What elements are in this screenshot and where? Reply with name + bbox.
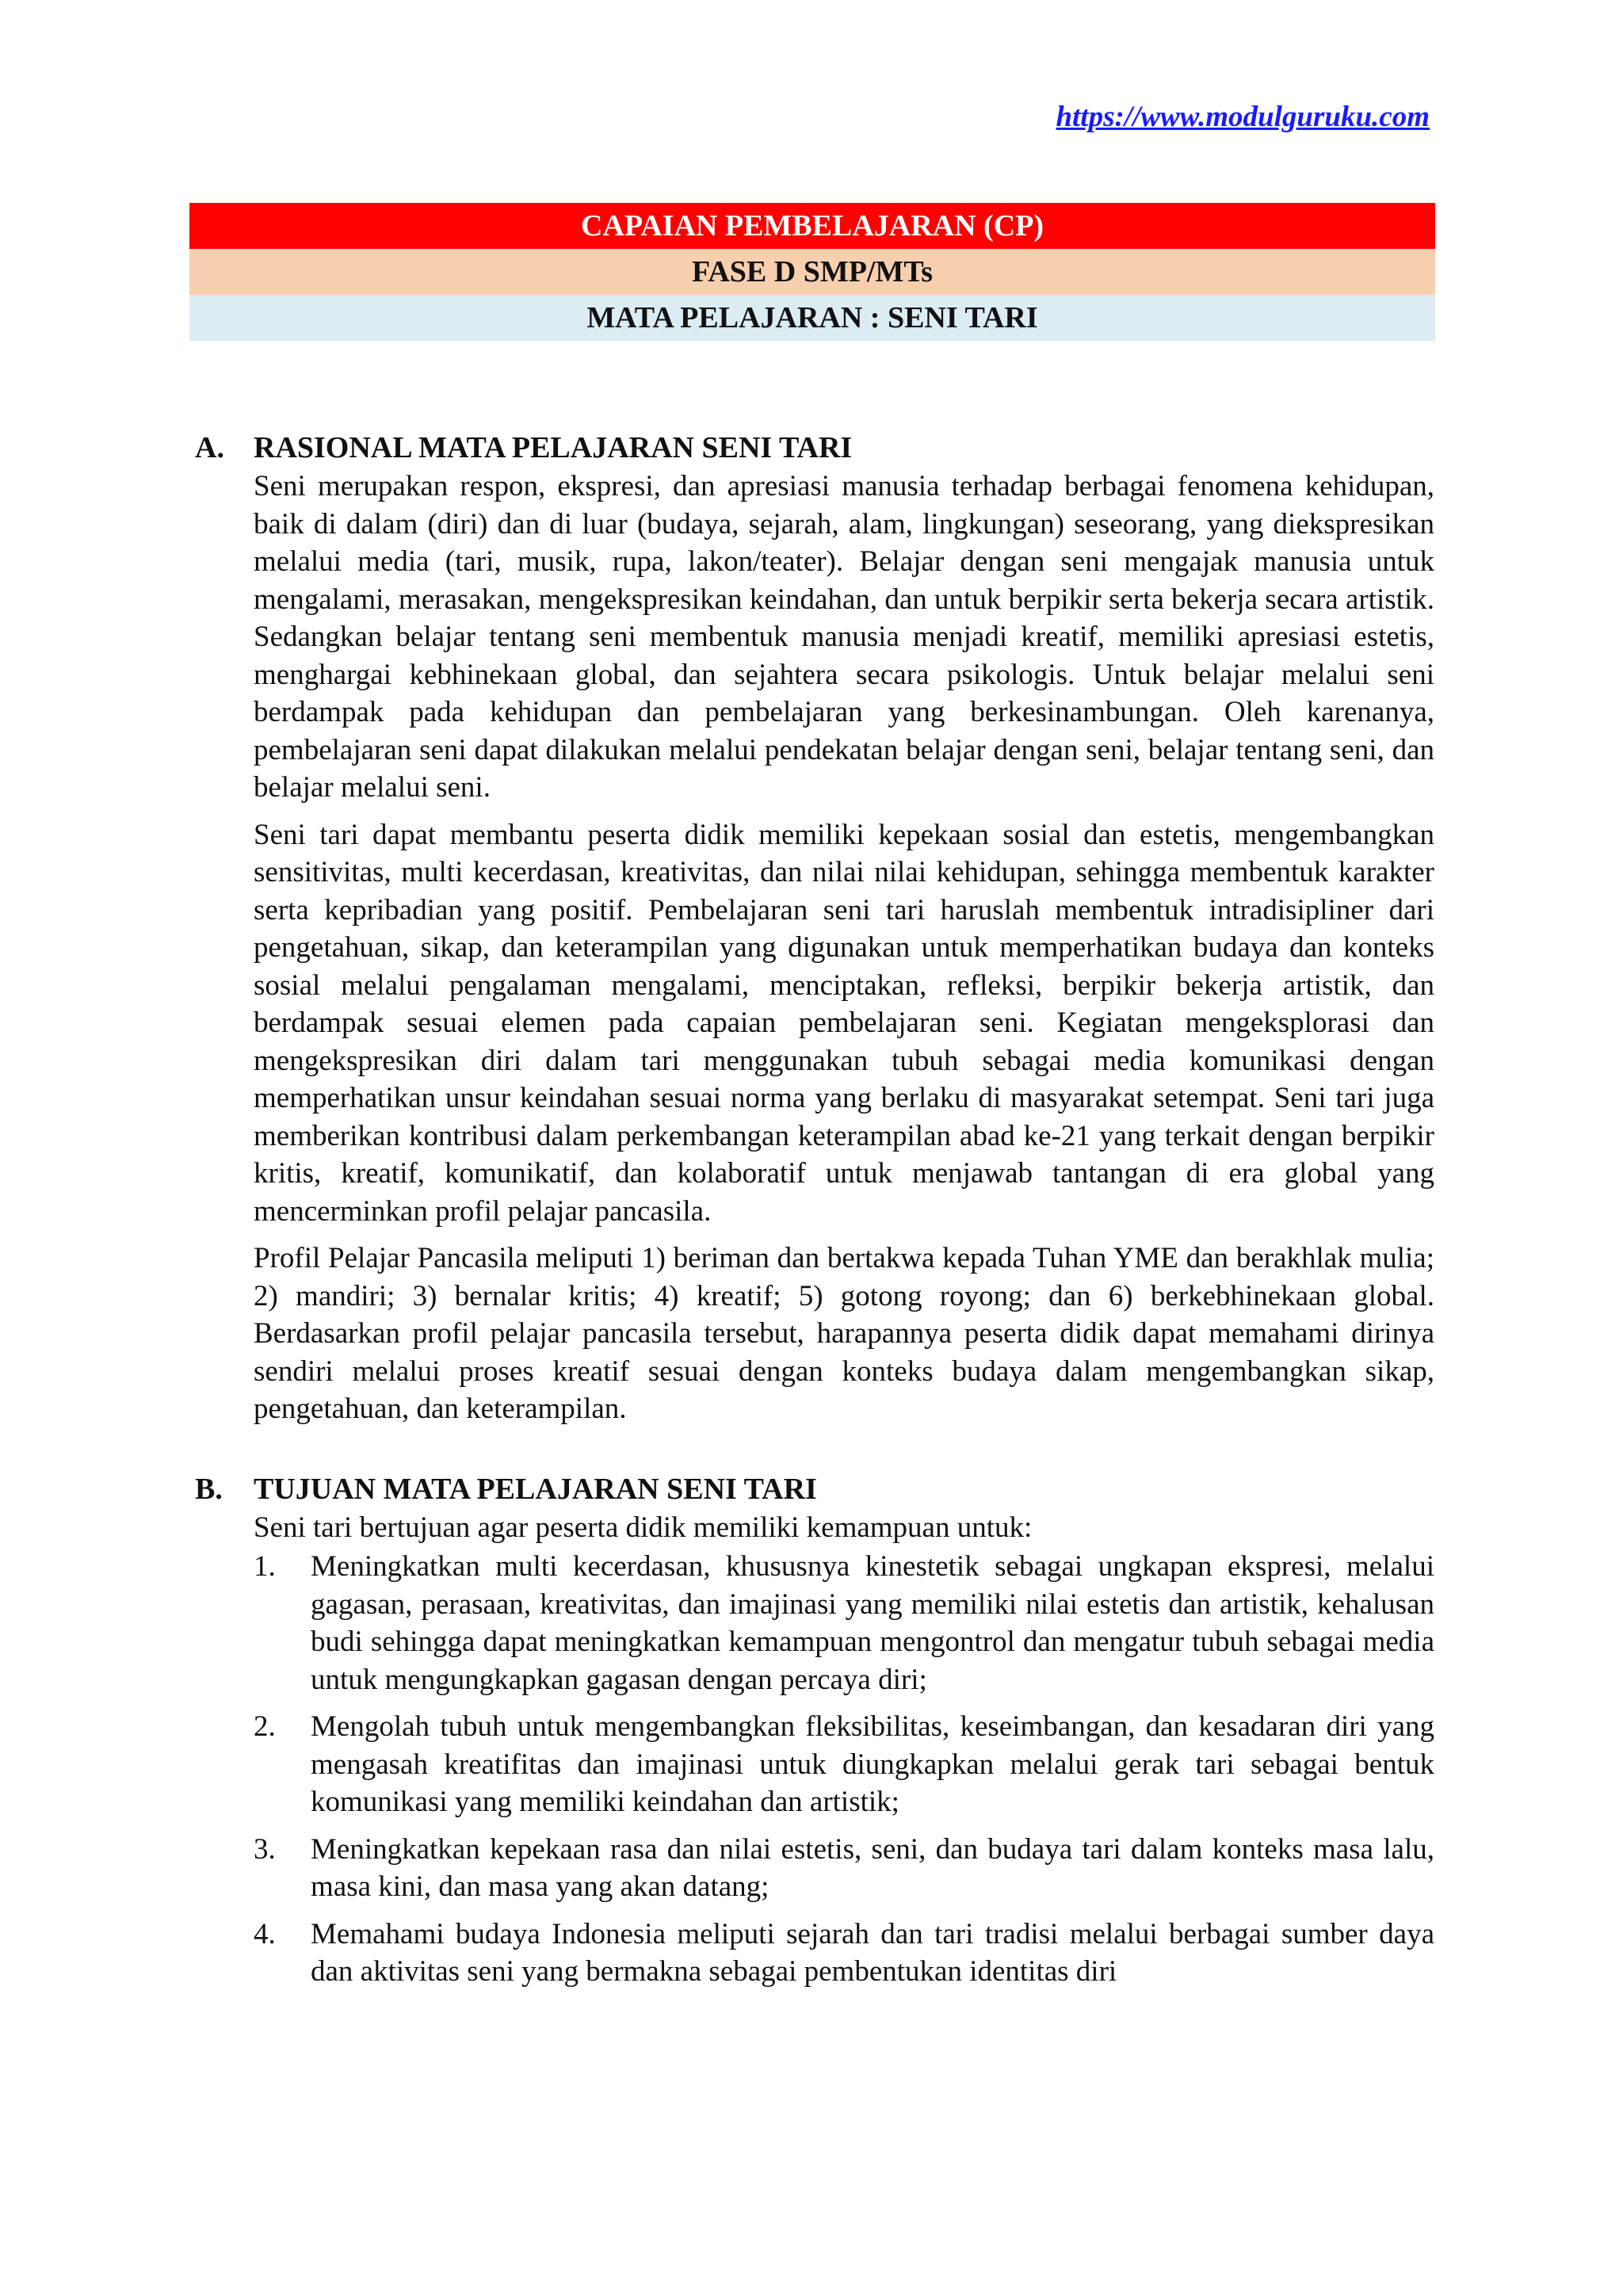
list-item-number: 2. <box>254 1710 276 1743</box>
document-body <box>195 428 1434 2000</box>
website-link[interactable]: https://www.modulguruku.com <box>1056 101 1430 133</box>
section-a-title: RASIONAL MATA PELAJARAN SENI TARI <box>254 431 853 464</box>
section-a-paragraph: Seni tari dapat membantu peserta didik memiliki kepekaan sosial dan estetis, mengembangkan sensitivitas, multi kecerdasan, kreativitas, dan nilai nilai kehidupan, sehingga membentuk karakter serta kepribadian yang positif. Pembelajaran seni tari haruslah membentuk intradisipliner dari pengetahuan, sikap, dan keterampilan yang digunakan untuk memperhatikan budaya dan konteks sosial melalui pengalaman mengalami, menciptakan, refleksi, berpikir bekerja artistik, dan berdampak sesuai elemen pada capaian pembelajaran seni. Kegiatan mengeksplorasi dan mengekspresikan diri dalam tari menggunakan tubuh sebagai media komunikasi dengan memperhatikan unsur keindahan sesuai norma yang berlaku di masyarakat setempat. Seni tari juga memberikan kontribusi dalam perkembangan keterampilan abad ke-21 yang terkait dengan berpikir kritis, kreatif, komunikatif, dan kolaboratif untuk menjawab tantangan di era global yang mencerminkan profil pelajar pancasila. <box>254 818 1434 1228</box>
list-item-number: 4. <box>254 1917 276 1950</box>
title-banner <box>189 203 1435 341</box>
section-b-title: TUJUAN MATA PELAJARAN SENI TARI <box>254 1472 817 1506</box>
banner-title-cp: CAPAIAN PEMBELAJARAN (CP) <box>189 203 1435 249</box>
banner-subject: MATA PELAJARAN : SENI TARI <box>189 295 1435 341</box>
list-item-text: Meningkatkan kepekaan rasa dan nilai estetis, seni, dan budaya tari dalam konteks masa lalu, masa kini, dan masa yang akan datang; <box>311 1832 1434 1903</box>
section-a-letter: A. <box>195 431 224 464</box>
banner-phase: FASE D SMP/MTs <box>189 249 1435 295</box>
section-b-letter: B. <box>195 1472 223 1506</box>
section-b-body <box>254 1509 1434 1991</box>
list-item <box>254 1548 1434 1698</box>
list-item-text: Mengolah tubuh untuk mengembangkan fleksibilitas, keseimbangan, dan kesadaran diri yang mengasah kreatifitas dan imajinasi untuk diungkapkan melalui gerak tari sebagai bentuk komunikasi yang memiliki keindahan dan artistik; <box>311 1710 1434 1818</box>
list-item-text: Meningkatkan multi kecerdasan, khususnya kinestetik sebagai ungkapan ekspresi, melalui gagasan, perasaan, kreativitas, dan imajinasi yang memiliki nilai estetis dan artistik, kehalusan budi sehingga dapat meningkatkan kemampuan mengontrol dan mengatur tubuh sebagai media untuk mengungkapkan gagasan dengan percaya diri; <box>311 1550 1434 1696</box>
list-item-number: 3. <box>254 1832 276 1866</box>
list-item <box>254 1708 1434 1821</box>
section-a-body <box>254 468 1434 1428</box>
section-a-heading <box>195 428 1434 468</box>
list-item <box>254 1916 1434 1991</box>
list-item <box>254 1831 1434 1906</box>
section-a-paragraph: Seni merupakan respon, ekspresi, dan apresiasi manusia terhadap berbagai fenomena kehidupan, baik di dalam (diri) dan di luar (budaya, sejarah, alam, lingkungan) seseorang, yang diekspresikan melalui media (tari, musik, rupa, lakon/teater). Belajar dengan seni mengajak manusia untuk mengalami, merasakan, mengekspresikan keindahan, dan untuk berpikir serta bekerja secara artistik. Sedangkan belajar tentang seni membentuk manusia menjadi kreatif, memiliki apresiasi estetis, menghargai kebhinekaan global, dan sejahtera secara psikologis. Untuk belajar melalui seni berdampak pada kehidupan dan pembelajaran yang berkesinambungan. Oleh karenanya, pembelajaran seni dapat dilakukan melalui pendekatan belajar dengan seni, belajar tentang seni, dan belajar melalui seni. <box>254 470 1434 804</box>
section-b-heading <box>195 1469 1434 1509</box>
list-item-number: 1. <box>254 1550 276 1583</box>
section-b-intro: Seni tari bertujuan agar peserta didik memiliki kemampuan untuk: <box>254 1511 1033 1544</box>
list-item-text: Memahami budaya Indonesia meliputi sejarah dan tari tradisi melalui berbagai sumber daya dan aktivitas seni yang bermakna sebagai pembentukan identitas diri <box>311 1917 1434 1988</box>
section-a-paragraph: Profil Pelajar Pancasila meliputi 1) beriman dan bertakwa kepada Tuhan YME dan berakhlak mulia; 2) mandiri; 3) bernalar kritis; 4) kreatif; 5) gotong royong; dan 6) berkebhinekaan global. Berdasarkan profil pelajar pancasila tersebut, harapannya peserta didik dapat memahami dirinya sendiri melalui proses kreatif sesuai dengan konteks budaya dalam mengembangkan sikap, pengetahuan, dan keterampilan. <box>254 1242 1434 1425</box>
